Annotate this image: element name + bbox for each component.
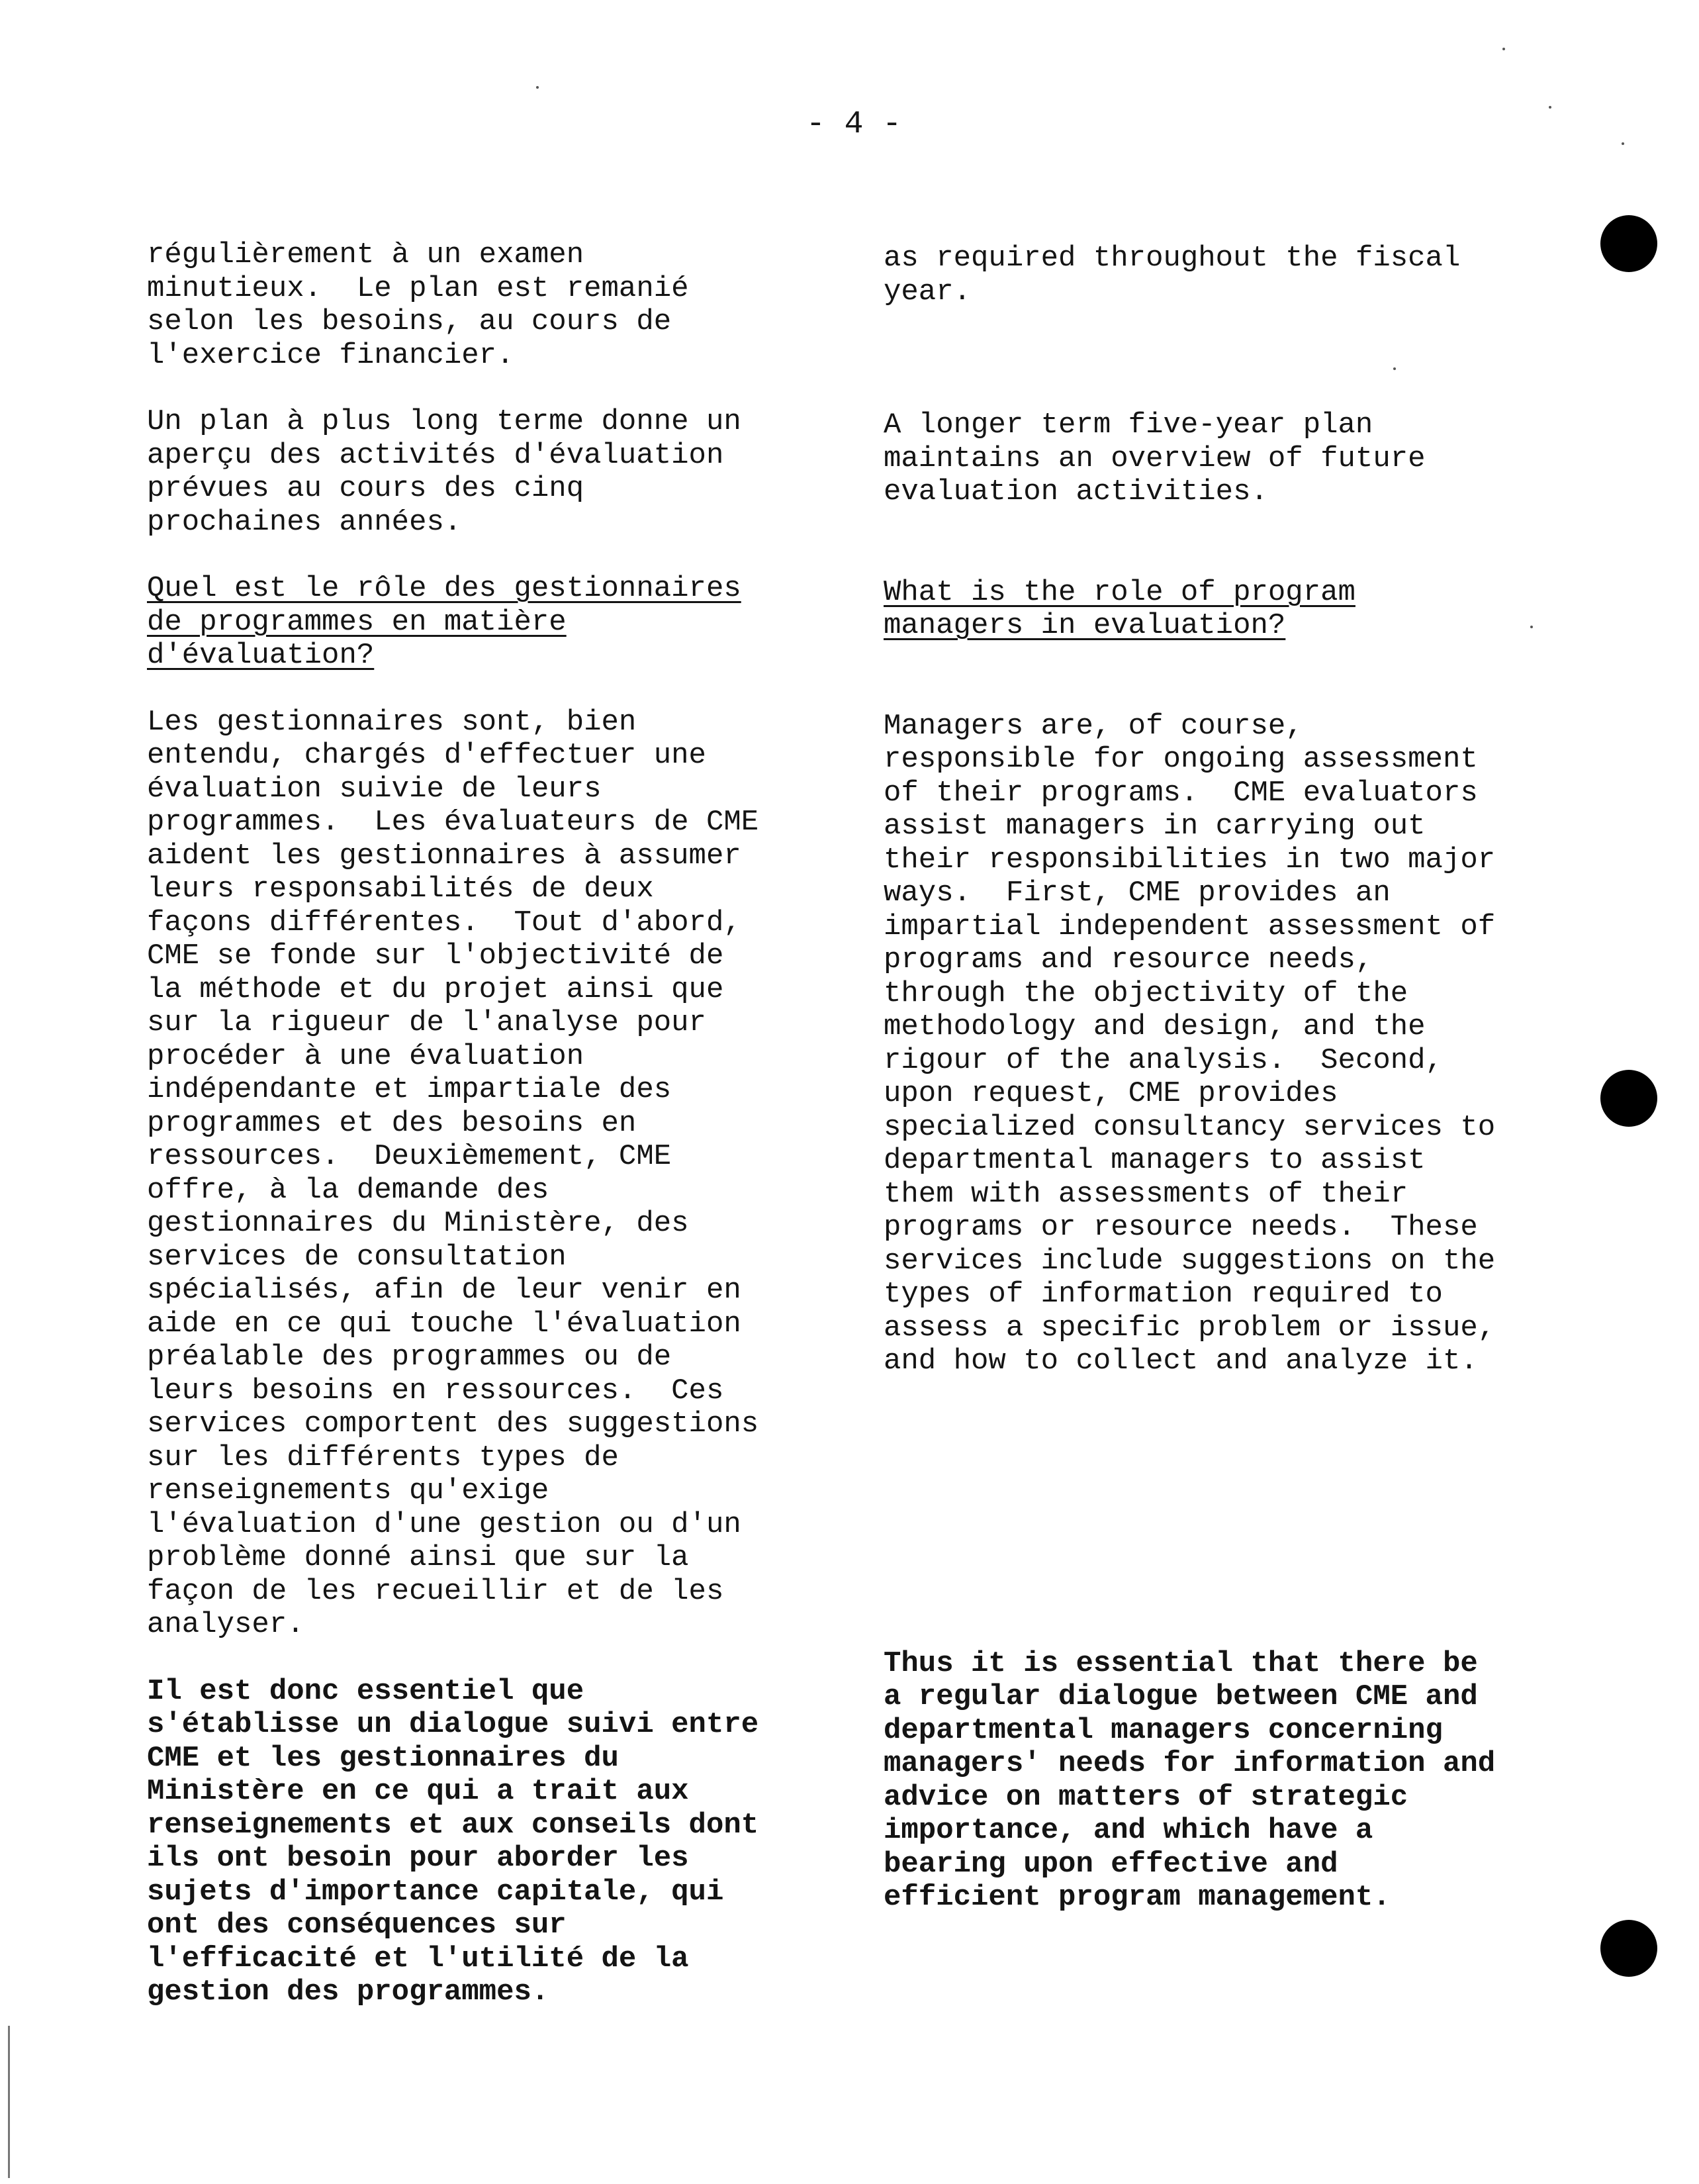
punch-hole-middle bbox=[1600, 1070, 1657, 1127]
french-section-heading: Quel est le rôle des gestionnaires de programmes en matière d'évaluation? bbox=[147, 572, 741, 672]
english-paragraph-plan-review: as required throughout the fiscal year. bbox=[884, 242, 1461, 309]
french-paragraph-plan-review: régulièrement à un examen minutieux. Le plan est remanié selon les besoins, au cours de l'exercice financier. bbox=[147, 238, 689, 372]
page-number: - 4 - bbox=[805, 107, 902, 142]
french-column bbox=[147, 238, 865, 2009]
scan-speck bbox=[536, 86, 539, 89]
english-column bbox=[884, 242, 1602, 1915]
english-paragraph-manager-role: Managers are, of course, responsible for ongoing assessment of their programs. CME evaluators assist managers in carrying out their responsibilities in two major ways. First, CME provides an impartial independent assessment of programs and resource needs, through the objectivity of the methodology and design, and the rigour of the analysis. Second, upon request, CME provides specialized consultancy services to departmental managers to assist them with assessments of their programs or resource needs. These services include suggestions on the types of information required to assess a specific problem or issue, and how to collect and analyze it. bbox=[884, 709, 1496, 1378]
scan-speck bbox=[1502, 48, 1505, 50]
scan-speck bbox=[1622, 142, 1624, 145]
scan-speck bbox=[1549, 106, 1551, 109]
english-paragraph-long-term-plan: A longer term five-year plan maintains an overview of future evaluation activities. bbox=[884, 408, 1426, 508]
english-paragraph-dialogue: Thus it is essential that there be a regular dialogue between CME and departmental managers concerning managers' needs for information and advice on matters of strategic importance, and which have a bearing upon effective and efficient program management. bbox=[884, 1646, 1496, 1914]
french-paragraph-manager-role: Les gestionnaires sont, bien entendu, chargés d'effectuer une évaluation suivie de leurs programmes. Les évaluateurs de CME aident les gestionnaires à assumer leurs responsabilités de deux façons différentes. Tout d'abord, CME se fonde sur l'objectivité de la méthode et du projet ainsi que sur la rigueur de l'analyse pour procéder à une évaluation indépendante et impartiale des programmes et des besoins en ressources. Deuxièmement, CME offre, à la demande des gestionnaires du Ministère, des services de consultation spécialisés, afin de leur venir en aide en ce qui touche l'évaluation préalable des programmes ou de leurs besoins en ressources. Ces services comportent des suggestions sur les différents types de renseignements qu'exige l'évaluation d'une gestion ou d'un problème donné ainsi que sur la façon de les recueillir et de les analyser. bbox=[147, 705, 759, 1641]
french-paragraph-dialogue: Il est donc essentiel que s'établisse un dialogue suivi entre CME et les gestionnaires du Ministère en ce qui a trait aux renseignements et aux conseils dont ils ont besoin pour aborder les sujets d'importance capitale, qui ont des conséquences sur l'efficacité et l'utilité de la gestion des programmes. bbox=[147, 1674, 759, 2009]
english-section-heading: What is the role of program managers in evaluation? bbox=[884, 575, 1355, 642]
scan-speck bbox=[1530, 626, 1533, 628]
scan-edge-mark bbox=[8, 2026, 10, 2178]
scan-speck bbox=[1393, 367, 1396, 370]
punch-hole-bottom bbox=[1600, 1920, 1657, 1977]
french-paragraph-long-term-plan: Un plan à plus long terme donne un aperçu des activités d'évaluation prévues au cours des cinq prochaines années. bbox=[147, 405, 741, 539]
punch-hole-top bbox=[1600, 215, 1657, 272]
